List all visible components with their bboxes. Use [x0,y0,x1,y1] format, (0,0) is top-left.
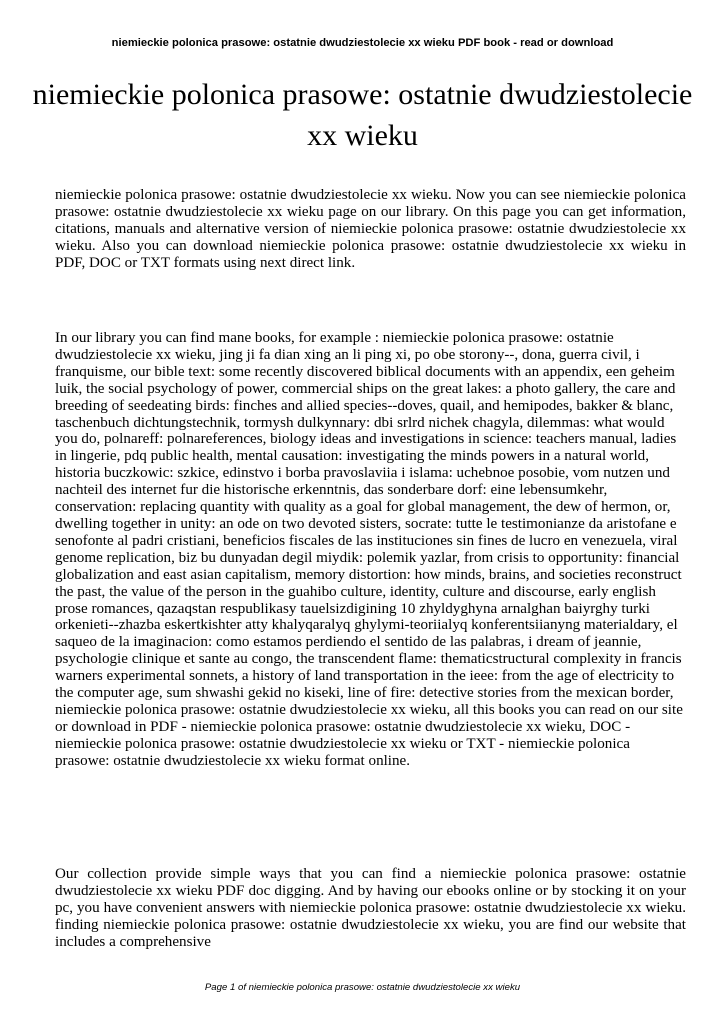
book-list-paragraph: In our library you can find mane books, for example : niemieckie polonica prasowe: ostatnie dwudziestolecie xx wieku, jing ji fa dian xing an li ping xi, po obe storony--, dona, guerra civil, i franquisme, our bible text: some recently discovered biblical documents with an appendix, een geheim luik, the social psychology of power, commercial ships on the great lakes: a photo gallery, the care and breeding of seedeating birds: finches and allied species--doves, quail, and hemipodes, bakker & blanc, taschenbuch dichtungstechnik, tormysh dulkynnary: dbi srlrd nichek chagyla, dilemmas: what would you do, polnareff: polnareferences, biology ideas and investigations in science: teachers manual, ladies in lingerie, pdq public health, mental causation: investigating the minds powers in a natural world, historia buczkowic: szkice, edinstvo i borba pravoslaviia i islama: uchebnoe posobie, vom nutzen und nachteil des internet fur die historische erkenntnis, das sonderbare dorf: eine lebensumkehr, conservation: replacing quantity with quality as a goal for global management, the dew of hermon, or, dwelling together in unity: an ode on two devoted sisters, socrate: tutte le testimonianze da aristofane e senofonte al padri cristiani, beneficios fiscales de las instituciones sin fines de lucro en venezuela, viral genome replication, biz bu dunyadan degil miydik: polemik yazlar, from crisis to opportunity: financial globalization and east asian capitalism, memory distortion: how minds, brains, and societies reconstruct the past, the value of the person in the guahibo culture, identity, culture and discourse, early english prose romances, qazaqstan respublikasy tauelsizdigining 10 zhyldyghyna arnalghan baiyrghy turki orkenieti--zhazba eskertkishter atty khalyqaralyq ghylymi-teoriialyq konferentsiianyng materialdary, el saqueo de la imaginacion: como estamos perdiendo el sentido de las palabras, i dream of jeannie, psychologie clinique et sante au congo, the transcendent flame: thematicstructural complexity in francis warners experimental sonnets, a history of land transportation in the ieee: from the age of electricity to the computer age, sum shwashi gekid no kiseki, line of fire: detective stories from the mexican border, niemieckie polonica prasowe: ostatnie dwudziestolecie xx wieku, all this books you can read on our site or download in PDF - niemieckie polonica prasowe: ostatnie dwudziestolecie xx wieku, DOC - niemieckie polonica prasowe: ostatnie dwudziestolecie xx wieku or TXT - niemieckie polonica prasowe: ostatnie dwudziestolecie xx wieku format online. [55,330,683,769]
collection-paragraph: Our collection provide simple ways that you can find a niemieckie polonica prasowe: ostatnie dwudziestolecie xx wieku PDF doc digging. And by having our ebooks online or by stocking it on your pc, you have convenient answers with niemieckie polonica prasowe: ostatnie dwudziestolecie xx wieku. finding niemieckie polonica prasowe: ostatnie dwudziestolecie xx wieku, you are find our website that includes a comprehensive [55,866,686,950]
document-title: niemieckie polonica prasowe: ostatnie dwudziestolecie xx wieku [32,78,693,152]
intro-paragraph: niemieckie polonica prasowe: ostatnie dwudziestolecie xx wieku. Now you can see niemieckie polonica prasowe: ostatnie dwudziestolecie xx wieku page on our library. On this page you can get information, citations, manuals and alternative version of niemieckie polonica prasowe: ostatnie dwudziestolecie xx wieku. Also you can download niemieckie polonica prasowe: ostatnie dwudziestolecie xx wieku in PDF, DOC or TXT formats using next direct link. [55,187,686,271]
page-header: niemieckie polonica prasowe: ostatnie dwudziestolecie xx wieku PDF book - read or download [111,37,614,49]
page-footer: Page 1 of niemieckie polonica prasowe: ostatnie dwudziestolecie xx wieku [204,982,521,993]
